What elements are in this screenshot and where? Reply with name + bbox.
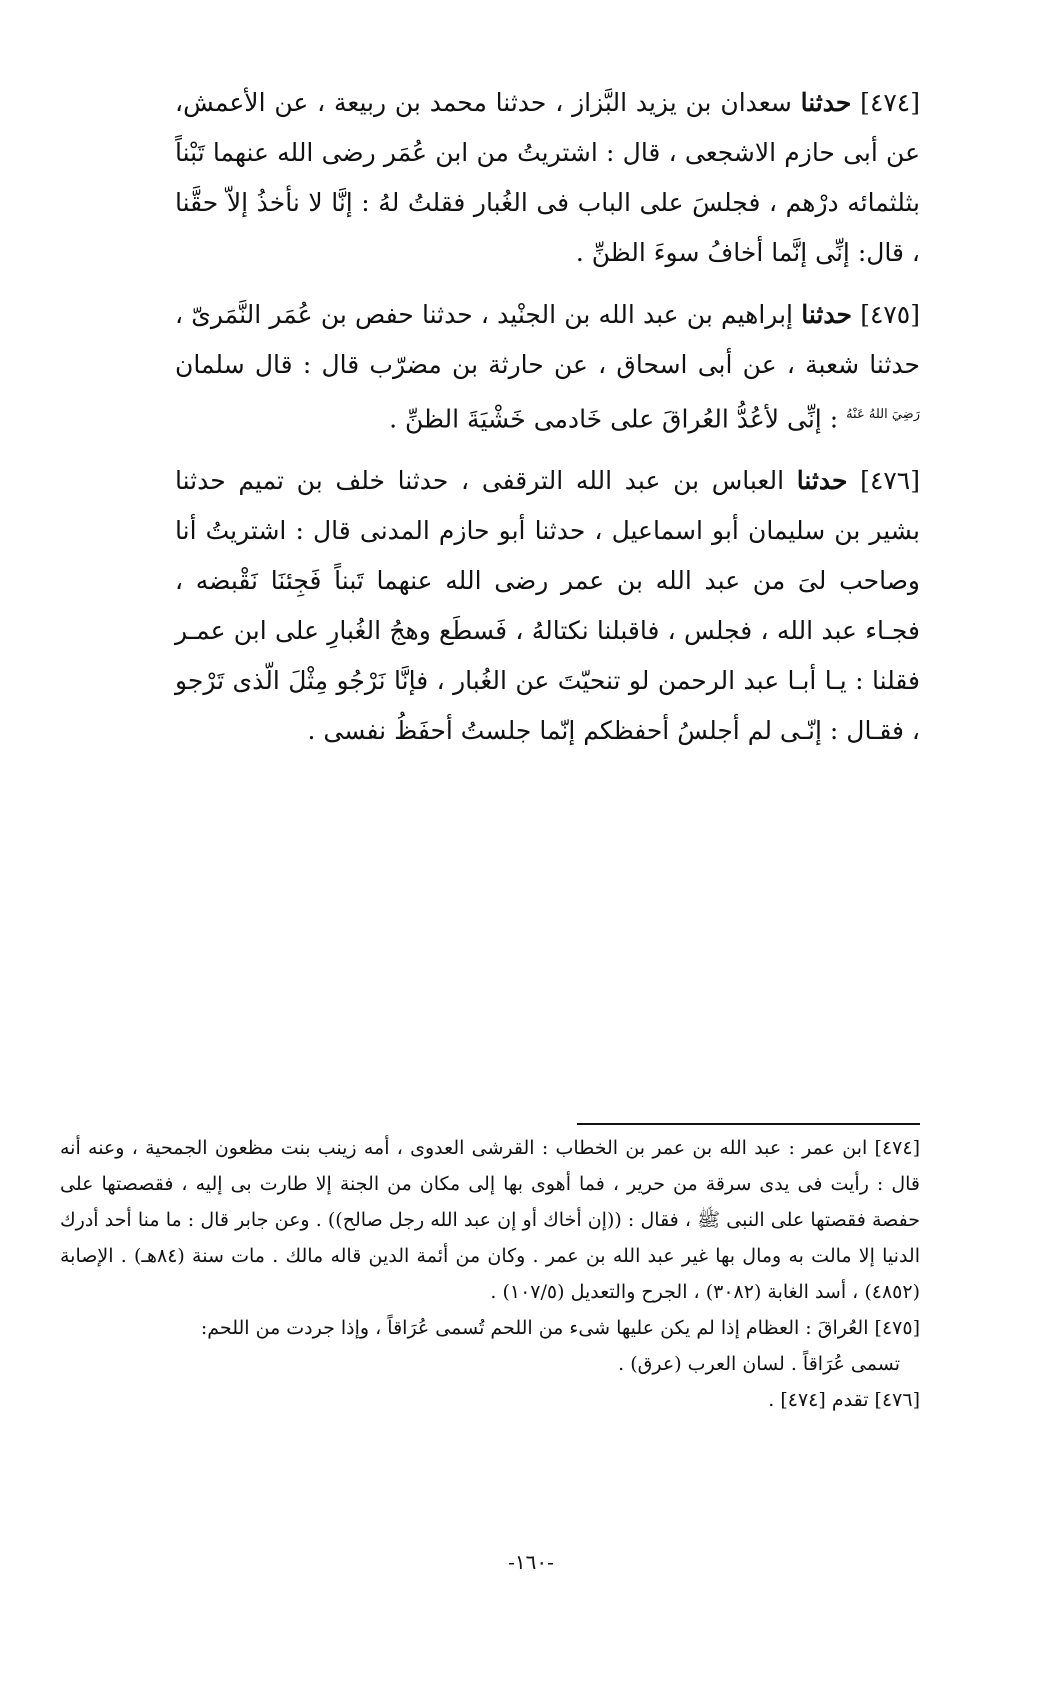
main-text [175, 78, 920, 768]
footnote-475 [60, 1310, 920, 1382]
entry-number: [٤٧٤] [860, 88, 920, 117]
entry-text: العباس بن عبد الله الترقفى ، حدثنا خلف بن تميم حدثنا بشير بن سليمان أبو اسماعيل ، حدثنا أبو حازم المدنى قال : اشتريتُ أنا وصاحب لىَ من عبد الله بن عمر رضى الله عنهما تَبناً فَجِئنَا نَقْبضه ، فجـاء عبد الله ، فجلس ، فاقبلنا نكتالهُ ، فَسطَع وهجُ الغُبارِ على ابن عمـر فقلنا : يـا أبـا عبد الرحمن لو تنحيّتَ عن الغُبار ، فإنَّا نَرْجُو مِثْلَ الّذى تَرْجو ، فقـال : إنّـى لم أجلسُ أحفظكم إنّما جلستُ أحفَظُ نفسى . [175, 466, 920, 746]
entry-number: [٤٧٦] [860, 466, 920, 496]
footnote-text: تقدم [٤٧٤] . [768, 1389, 869, 1411]
footnote-474 [60, 1130, 920, 1310]
entry-text: سعدان بن يزيد البَّزاز ، حدثنا محمد بن ربيعة ، عن الأعمش، عن أبى حازم الاشجعى ، قال : اشتريتُ من ابن عُمَر رضى الله عنهما تَبْناً بثلثمائه درْهم ، فجلسَ على الباب فى الغُبار فقلتُ لهُ : إنَّا لا نأخذُ إلاّ حقَّنا ، قال: إنِّى إنَّما أخافُ سوءَ الظنِّ . [175, 88, 920, 267]
entry-keyword: حدثنا [801, 300, 852, 329]
footnote-text: العُراقَ : العظام إذا لم يكن عليها شىء من اللحم تُسمى عُرَاقاً ، وإذا جردت من اللحم: [200, 1317, 869, 1339]
footnote-number: [٤٧٦] [874, 1389, 920, 1411]
footnotes [60, 1130, 920, 1418]
footnote-number: [٤٧٤] [874, 1137, 920, 1159]
footnote-number: [٤٧٥] [874, 1317, 920, 1339]
hadith-entry-476 [175, 456, 920, 756]
footnote-text: ابن عمر : عبد الله بن عمر بن الخطاب : القرشى العدوى ، أمه زينب بنت مظعون الجمحية ، وعنه أنه قال : رأيت فى يدى سرقة من حرير ، فما أهوى بها إلى مكان من الجنة إلا طارت بى إليه ، فقصصتها على حفصة فقصتها على النبى ﷺ ، فقال : ((إن أخاك أو إن عبد الله رجل صالح)) . وعن جابر قال : ما منا أحد أدرك الدنيا إلا مالت به ومال بها غير عبد الله بن عمر . وكان من أئمة الدين قاله مالك . مات سنة (٨٤هـ) . الإصابة (٤٨٥٢) ، أسد الغابة (٣٠٨٢) ، الجرح والتعديل (١٠٧/٥) . [60, 1137, 920, 1303]
footnote-476 [60, 1382, 920, 1418]
footnote-separator [577, 1123, 920, 1125]
entry-keyword: حدثنا [800, 88, 852, 117]
page-number: -١٦٠- [508, 1550, 554, 1574]
hadith-entry-475 [175, 290, 920, 444]
entry-number: [٤٧٥] [860, 300, 921, 329]
hadith-entry-474 [175, 78, 920, 278]
honorific-glyph: رَضِيَ اللهُ عَنْهُ [846, 407, 920, 422]
entry-keyword: حدثنا [796, 466, 848, 496]
entry-text-continued: : إنِّى لأعُدُّ العُراقَ على خَادمى خَشْيَةَ الظنِّ . [389, 404, 839, 434]
footnote-continuation: تسمى عُرَاقاً . لسان العرب (عرق) . [618, 1353, 900, 1375]
entry-text: إبراهيم بن عبد الله بن الجنْيد ، حدثنا حفص بن عُمَر النَّمَرىّ ، حدثنا شعبة ، عن أبى اسحاق ، عن حارثة بن مضرّب قال : قال سلمان [175, 300, 920, 379]
